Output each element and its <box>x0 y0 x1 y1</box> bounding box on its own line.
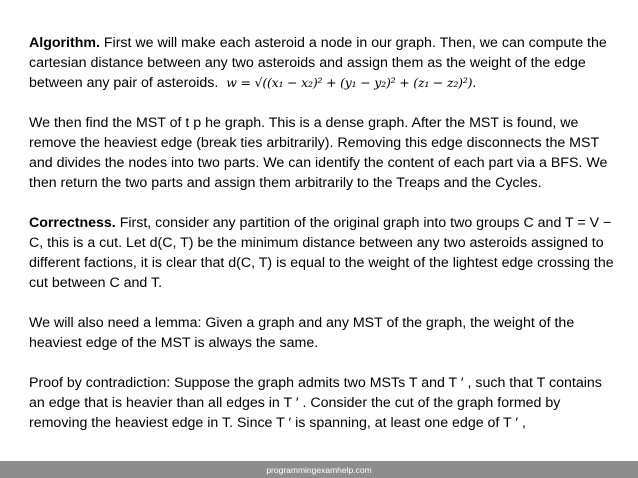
slide-content <box>29 33 614 433</box>
correctness-heading: Correctness. <box>29 215 116 231</box>
algorithm-heading: Algorithm. <box>29 35 100 51</box>
correctness-text: First, consider any partition of the original graph into two groups C and T = V − C, this is a cut. Let d(C, T) be the minimum distance between any two asteroids assigned to different factions, it is clear that d(C, T) is equal to the weight of the lightest edge crossing the cut between C and T. <box>29 215 614 291</box>
proof-paragraph: Proof by contradiction: Suppose the graph admits two MSTs T and T ′ , such that T contains an edge that is heavier than all edges in T ′ . Consider the cut of the graph formed by removing the heaviest edge in T. Since T ′ is spanning, at least one edge of T ′ , <box>29 375 602 431</box>
lemma-paragraph: We will also need a lemma: Given a graph and any MST of the graph, the weight of the heaviest edge of the MST is always the same. <box>29 315 575 351</box>
footer-site-text: programmingexamhelp.com <box>266 464 372 475</box>
distance-formula: w = √((x₁ − x₂)² + (y₁ − y₂)² + (z₁ − z₂)²) <box>226 75 473 90</box>
footer-bar <box>0 461 638 478</box>
formula-period: . <box>472 75 477 91</box>
algorithm-paragraph <box>29 33 614 93</box>
mst-paragraph: We then find the MST of t p he graph. This is a dense graph. After the MST is found, we remove the heaviest edge (break ties arbitrarily). Removing this edge disconnects the MST and divides the nodes into two parts. We can identify the content of each part via a BFS. We then return the two parts and assign them arbitrarily to the Treaps and the Cycles. <box>29 115 608 191</box>
algorithm-text: First we will make each asteroid a node in our graph. Then, we can compute the cartesian distance between any two asteroids and assign them as the weight of the edge between any pair of asteroids. <box>29 35 607 91</box>
correctness-paragraph <box>29 213 614 293</box>
